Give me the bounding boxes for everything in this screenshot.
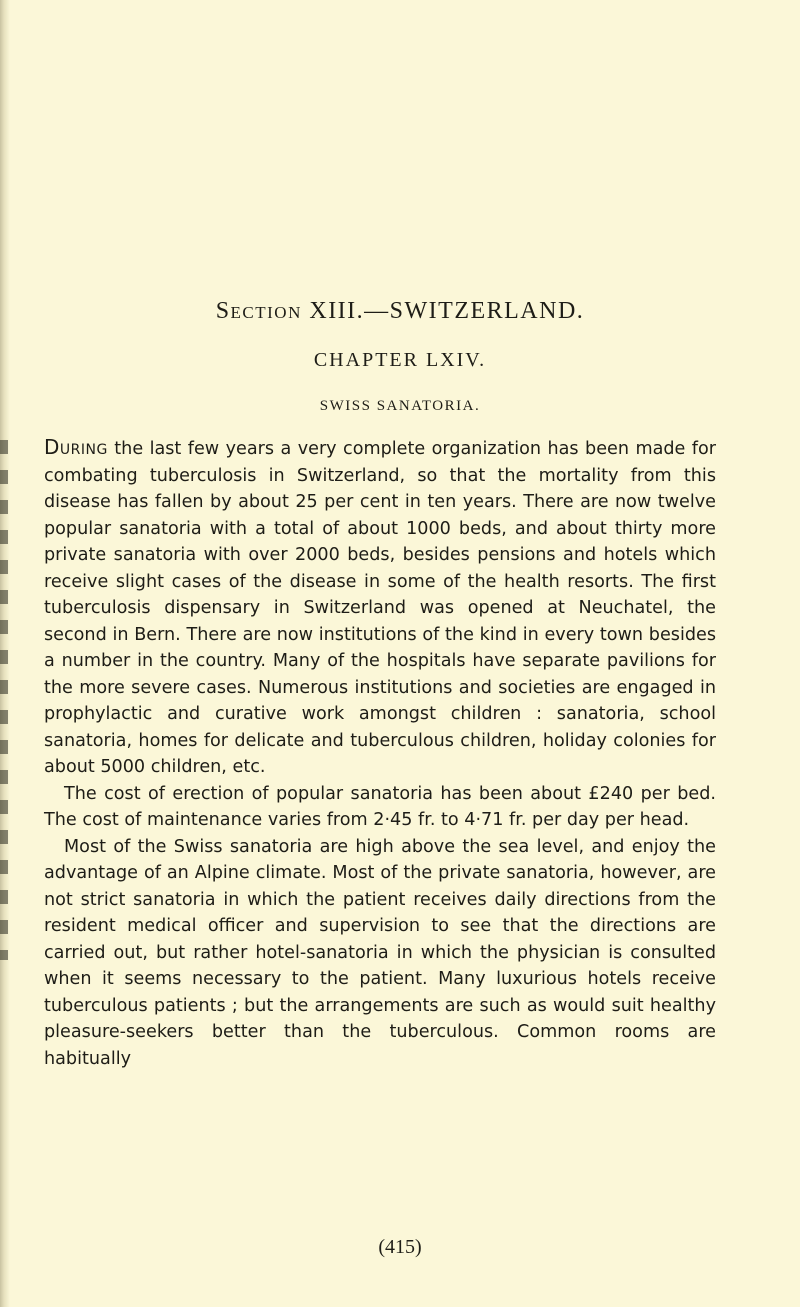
paragraph-3: Most of the Swiss sanatoria are high above the sea level, and enjoy the advantage of an Alpine climate. Most of the private sanatoria, however, are not strict sanatoria in which the patient receives daily directions from the resident medical officer and supervision to see that the directions are carried out, but rather hotel-sanatoria in which the physician is consulted when it seems necessary to the patient. Many luxurious hotels receive tuberculous patients ; but the arrangements are such as would suit healthy pleasure-seekers better than the tuberculous. Common rooms are habitually bbox=[44, 836, 716, 1069]
body-text bbox=[44, 434, 716, 1072]
section-label: Section bbox=[215, 298, 302, 324]
section-title: XIII.—SWITZERLAND. bbox=[309, 298, 585, 324]
paragraph-1 bbox=[44, 434, 716, 781]
paragraph-2: The cost of erection of popular sanatoria has been about £240 per bed. The cost of maintenance varies from 2·45 fr. to 4·71 fr. per day per head. bbox=[44, 783, 716, 830]
chapter-heading: CHAPTER LXIV. bbox=[313, 349, 487, 371]
paragraph-1-text: the last few years a very complete organization has been made for combating tuberculosis in Switzerland, so that the mortality from this disease has fallen by about 25 per cent in ten years. There are now twelve popular sanatoria with a total of about 1000 beds, and about thirty more private sanatoria with over 2000 beds, besides pensions and hotels which receive slight cases of the disease in some of the health resorts. The first tuberculosis dispensary in Switzerland was opened at Neuchatel, the second in Bern. There are now institutions of the kind in every town besides a number in the country. Many of the hospitals have separate pavilions for the more severe cases. Numerous institutions and societies are engaged in prophylactic and curative work amongst children : sanatoria, school sanatoria, homes for delicate and tuberculous children, holiday colonies for about 5000 children, etc. bbox=[44, 439, 716, 777]
section-heading bbox=[0, 298, 800, 325]
chapter-subheading: SWISS SANATORIA. bbox=[319, 398, 481, 414]
gutter-shadow-marks bbox=[0, 440, 8, 960]
page-number: (415) bbox=[378, 1236, 422, 1258]
binding-gutter bbox=[0, 0, 10, 1307]
opening-word: During bbox=[44, 435, 108, 459]
